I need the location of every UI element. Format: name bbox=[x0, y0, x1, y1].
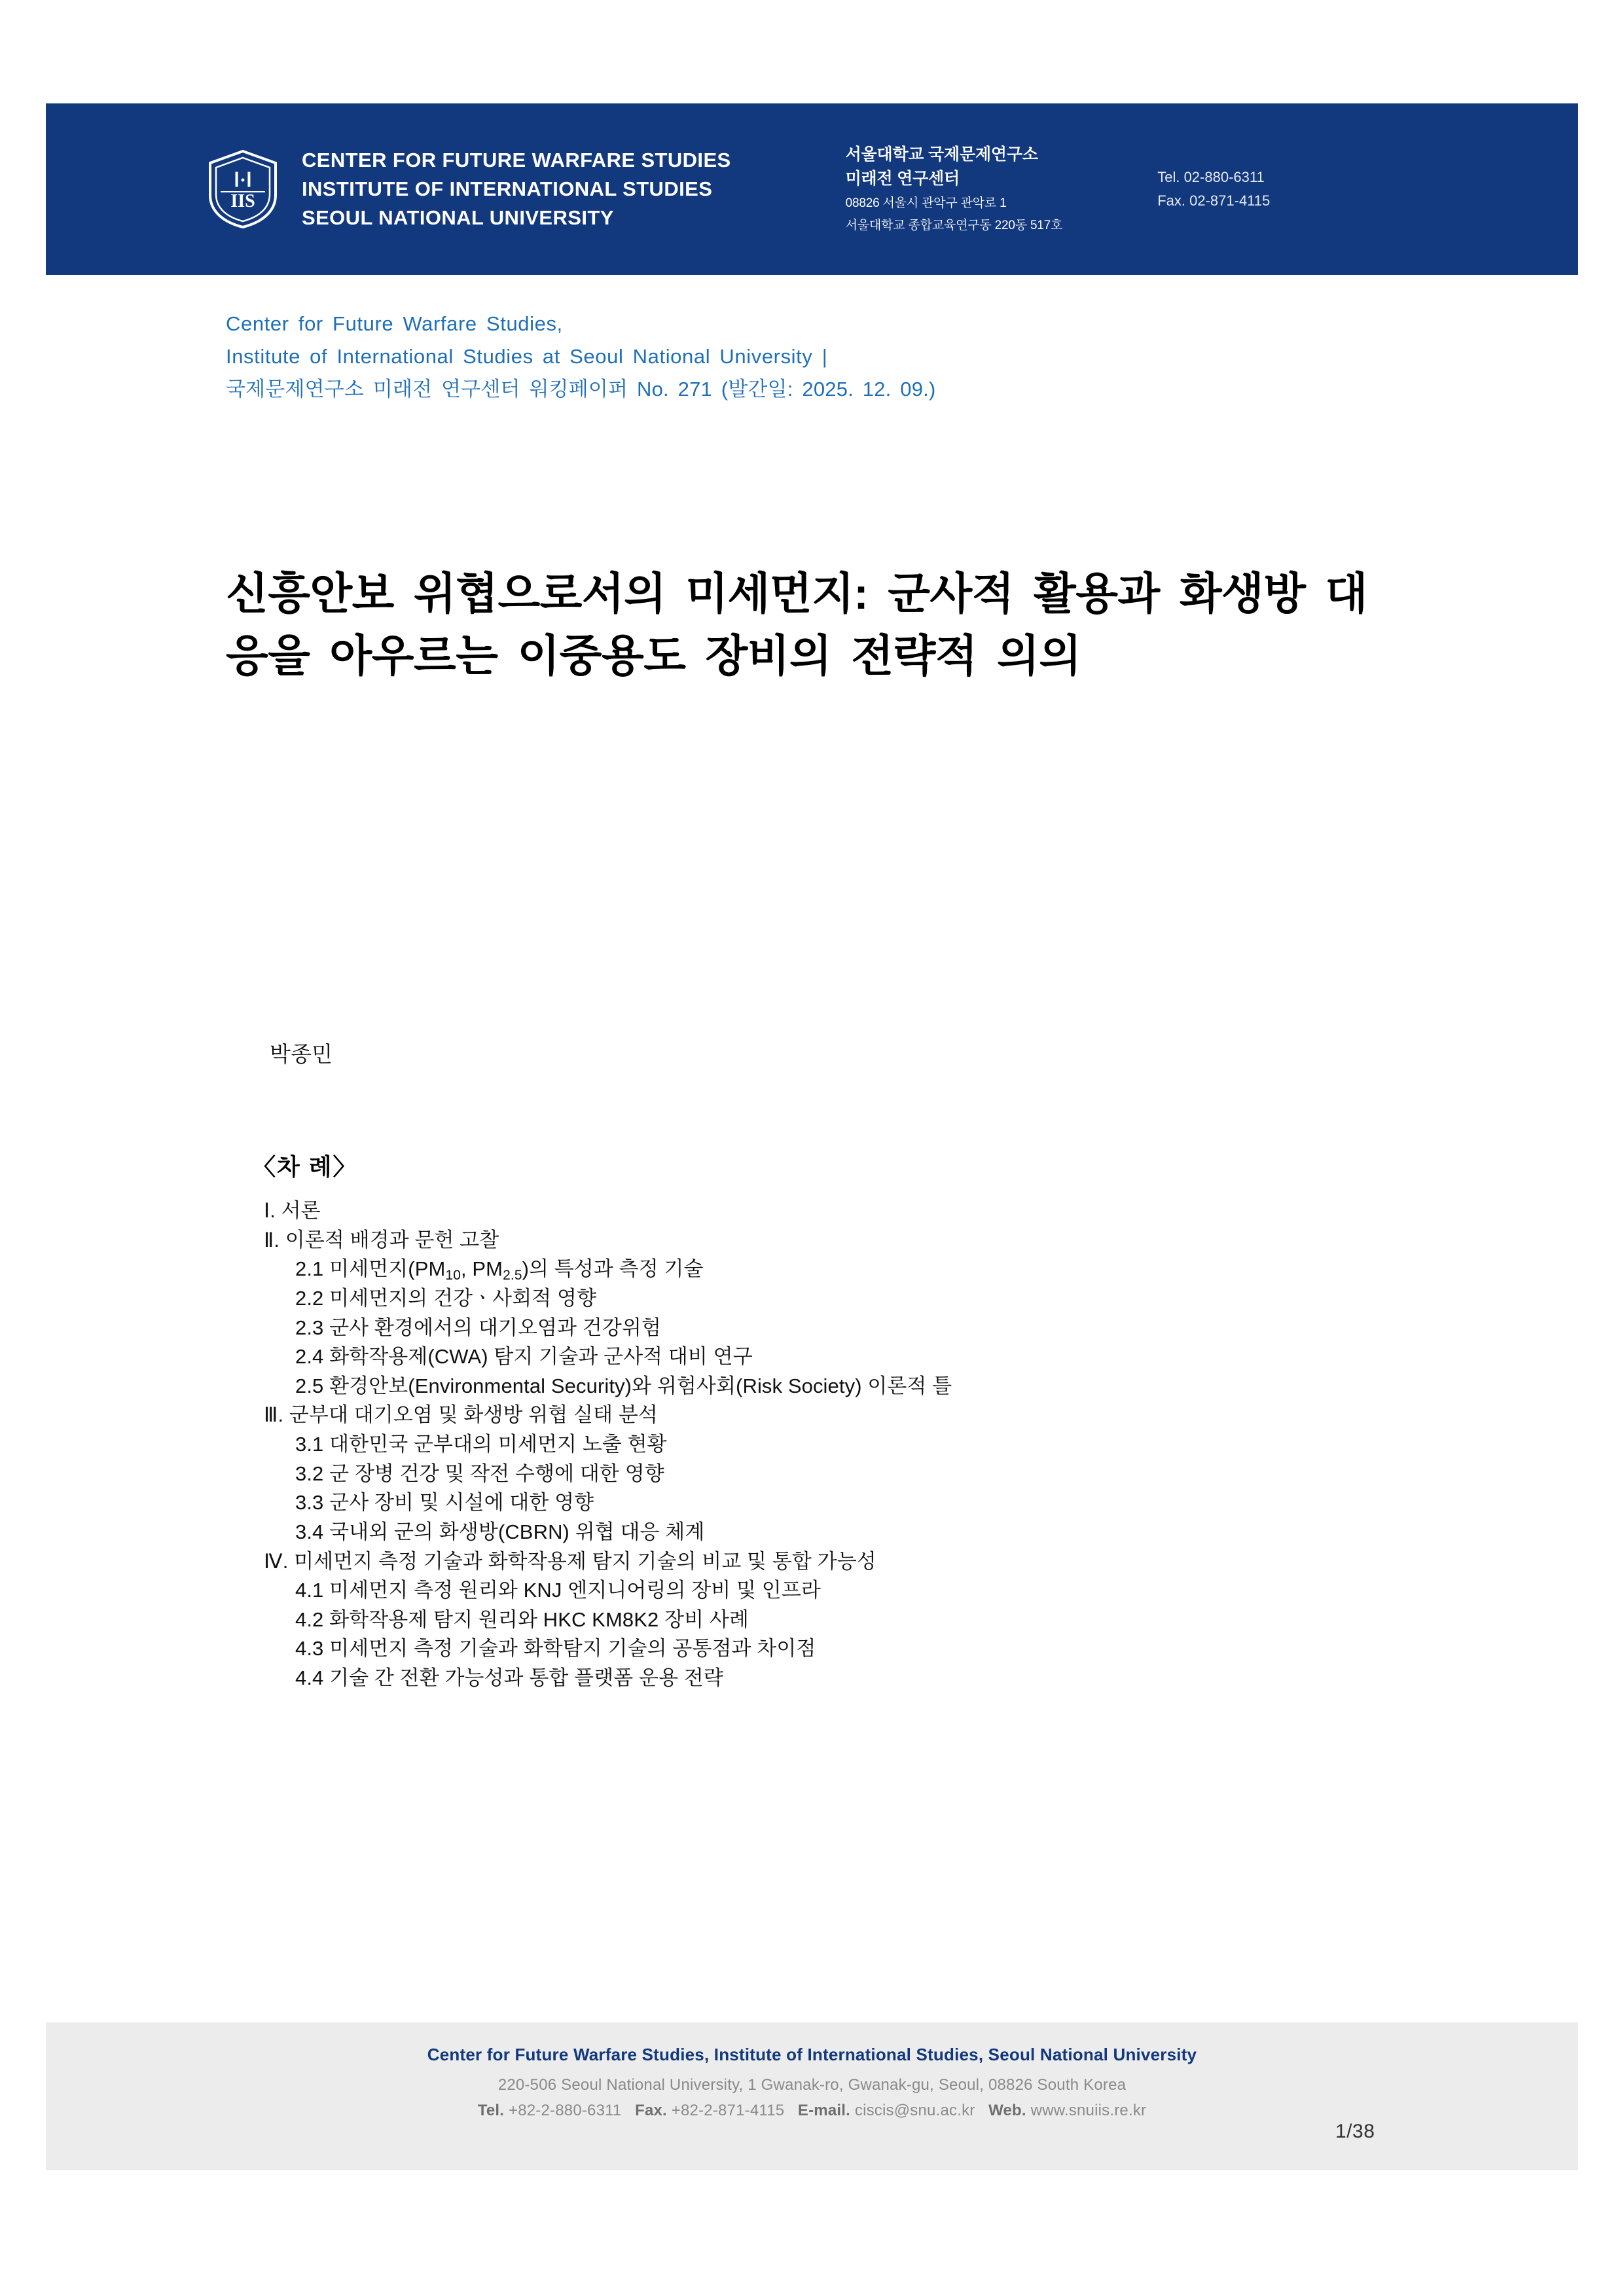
footer-contact-line bbox=[46, 2102, 1578, 2120]
org-en-line-2: INSTITUTE OF INTERNATIONAL STUDIES bbox=[302, 177, 713, 200]
toc-item: 4.1 미세먼지 측정 원리와 KNJ 엔지니어링의 장비 및 인프라 bbox=[295, 1579, 821, 1602]
org-kr-address-line-1: 08826 서울시 관악구 관악로 1 bbox=[845, 196, 1007, 210]
footer-tel-value: +82-2-880-6311 bbox=[508, 2102, 622, 2119]
series-line-2: Institute of International Studies at Seoul National University | bbox=[226, 345, 828, 368]
toc-item: 3.1 대한민국 군부대의 미세먼지 노출 현황 bbox=[295, 1433, 667, 1456]
footer-web-label: Web. bbox=[988, 2102, 1026, 2119]
svg-text:IIS: IIS bbox=[230, 191, 255, 211]
footer-fax-value: +82-2-871-4115 bbox=[671, 2102, 785, 2119]
org-en-line-3: SEOUL NATIONAL UNIVERSITY bbox=[302, 206, 614, 229]
toc-item: 3.3 군사 장비 및 시설에 대한 영향 bbox=[295, 1491, 594, 1515]
toc-item: 2.4 화학작용제(CWA) 탐지 기술과 군사적 대비 연구 bbox=[295, 1345, 753, 1369]
page-title: 신흥안보 위협으로서의 미세먼지: 군사적 활용과 화생방 대응을 아우르는 이중용도 장비의 전략적 의의 bbox=[226, 569, 1367, 681]
toc-item: 2.5 환경안보(Environmental Security)와 위험사회(Risk Society) 이론적 틀 bbox=[295, 1374, 952, 1397]
toc-item: 3.2 군 장병 건강 및 작전 수행에 대한 영향 bbox=[295, 1462, 664, 1485]
footer-address-line: 220-506 Seoul National University, 1 Gwanak-ro, Gwanak-gu, Seoul, 08826 South Korea bbox=[497, 2076, 1127, 2094]
toc-item: Ⅱ. 이론적 배경과 문헌 고찰 bbox=[264, 1228, 499, 1251]
footer-tel-label: Tel. bbox=[477, 2102, 505, 2119]
footer-org-line: Center for Future Warfare Studies, Institute of International Studies, Seoul National University bbox=[427, 2045, 1197, 2064]
org-kr-address-line-2: 서울대학교 종합교육연구동 220동 517호 bbox=[845, 219, 1063, 233]
author-name: 박종민 bbox=[270, 1042, 333, 1066]
organization-name-korean bbox=[846, 143, 1063, 235]
toc-item: Ⅰ. 서론 bbox=[264, 1199, 321, 1222]
toc-item: 2.3 군사 환경에서의 대기오염과 건강위험 bbox=[295, 1316, 661, 1339]
org-kr-line-1: 서울대학교 국제문제연구소 bbox=[845, 145, 1038, 164]
org-en-line-1: CENTER FOR FUTURE WARFARE STUDIES bbox=[302, 148, 731, 171]
table-of-contents bbox=[252, 1149, 1496, 1693]
document-header-band bbox=[46, 103, 1578, 275]
toc-item: 4.4 기술 간 전환 가능성과 통합 플랫폼 운용 전략 bbox=[295, 1666, 723, 1689]
toc-item: Ⅲ. 군부대 대기오염 및 화생방 위협 실태 분석 bbox=[264, 1403, 658, 1427]
document-footer bbox=[46, 2022, 1578, 2170]
toc-item: 4.3 미세먼지 측정 기술과 화학탐지 기술의 공통점과 차이점 bbox=[295, 1637, 816, 1660]
snu-iis-crest-icon bbox=[206, 149, 280, 229]
org-kr-line-2: 미래전 연구센터 bbox=[845, 169, 960, 188]
series-info bbox=[226, 308, 936, 406]
header-fax: Fax. 02-871-4115 bbox=[1157, 192, 1271, 209]
toc-item: 3.4 국내외 군의 화생방(CBRN) 위협 대응 체계 bbox=[295, 1520, 705, 1543]
organization-name-english bbox=[302, 146, 731, 232]
toc-item: 2.1 미세먼지($PM_{10}$, $PM_{2.5}$)의 특성과 측정 기술 bbox=[295, 1257, 704, 1283]
footer-email-label: E-mail. bbox=[797, 2102, 850, 2119]
footer-fax-label: Fax. bbox=[635, 2102, 667, 2119]
toc-item: 4.2 화학작용제 탐지 원리와 HKC KM8K2 장비 사례 bbox=[295, 1607, 749, 1631]
toc-heading: 〈차 례〉 bbox=[252, 1153, 358, 1180]
toc-item: 2.2 미세먼지의 건강ㆍ사회적 영향 bbox=[295, 1286, 597, 1310]
svg-text:Ⅰ·Ⅰ: Ⅰ·Ⅰ bbox=[234, 170, 252, 191]
footer-email-value[interactable]: ciscis@snu.ac.kr bbox=[854, 2102, 975, 2119]
series-line-1: Center for Future Warfare Studies, bbox=[226, 312, 563, 335]
page-number: 1/38 bbox=[1335, 2121, 1375, 2142]
header-contact-info bbox=[1157, 166, 1270, 213]
header-tel: Tel. 02-880-6311 bbox=[1157, 168, 1265, 185]
toc-item: Ⅳ. 미세먼지 측정 기술과 화학작용제 탐지 기술의 비교 및 통합 가능성 bbox=[264, 1549, 876, 1573]
footer-web-value[interactable]: www.snuiis.re.kr bbox=[1030, 2102, 1147, 2119]
series-line-3: 국제문제연구소 미래전 연구센터 워킹페이퍼 No. 271 (발간일: 2025. 12. 09.) bbox=[226, 378, 936, 401]
